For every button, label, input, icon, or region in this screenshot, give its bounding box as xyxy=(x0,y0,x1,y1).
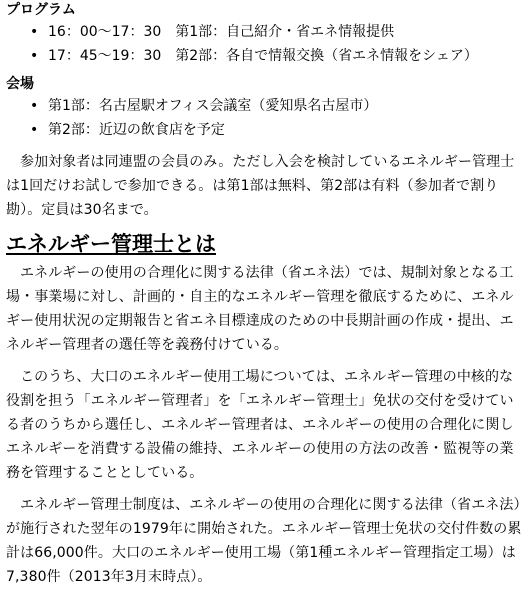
list-item xyxy=(30,94,523,118)
bullet-icon: • xyxy=(30,24,39,40)
list-item xyxy=(30,44,523,68)
venue-heading: 会場 xyxy=(6,76,34,92)
venue-item-1: 第1部：名古屋駅オフィス会議室（愛知県名古屋市） xyxy=(48,98,378,114)
program-item-1: 16：00〜17：30 第1部：自己紹介・省エネ情報提供 xyxy=(48,24,395,40)
section-paragraph-1: エネルギーの使用の合理化に関する法律（省エネ法）では、規制対象となる工場・事業場に対し、計画的・自主的なエネルギー管理を徹底するために、エネルギー使用状況の定期報告と省エネ目標達成のための中長期計画の作成・提出、エネルギー管理者の選任等を義務付けている。 xyxy=(6,265,514,353)
program-list xyxy=(6,20,523,68)
program-item-2: 17：45〜19：30 第2部：各自で情報交換（省エネ情報をシェア） xyxy=(48,48,478,64)
section-paragraph-2: このうち、大口のエネルギー使用工場については、エネルギー管理の中核的な役割を担う「エネルギー管理者」を「エネルギー管理士」免状の交付を受けている者のうちから選任し、エネルギー管理者は、エネルギーの使用の合理化に関しエネルギーを消費する設備の維持、エネルギーの使用の方法の改善・監視等の業務を管理することとしている。 xyxy=(6,369,514,481)
list-item xyxy=(30,20,523,44)
section-paragraph-3: エネルギー管理士制度は、エネルギーの使用の合理化に関する法律（省エネ法）が施行された翌年の1979年に開始された。エネルギー管理士免状の交付件数の累計は66,000件。大口のエネルギー使用工場（第1種エネルギー管理指定工場）は7,380件（2013年3月末時点）。 xyxy=(6,497,522,585)
venue-list xyxy=(6,94,523,142)
venue-item-2: 第2部：近辺の飲食店を予定 xyxy=(48,122,225,138)
bullet-icon: • xyxy=(30,122,39,138)
bullet-icon: • xyxy=(30,98,39,114)
bullet-icon: • xyxy=(30,48,39,64)
section-title: エネルギー管理士とは xyxy=(6,232,216,256)
eligibility-paragraph: 参加対象者は同連盟の会員のみ。ただし入会を検討しているエネルギー管理士は1回だけお試しで参加できる。は第1部は無料、第2部は有料（参加者で割り勘）。定員は30名まで。 xyxy=(6,154,515,218)
program-heading: プログラム xyxy=(6,2,76,18)
list-item xyxy=(30,118,523,142)
